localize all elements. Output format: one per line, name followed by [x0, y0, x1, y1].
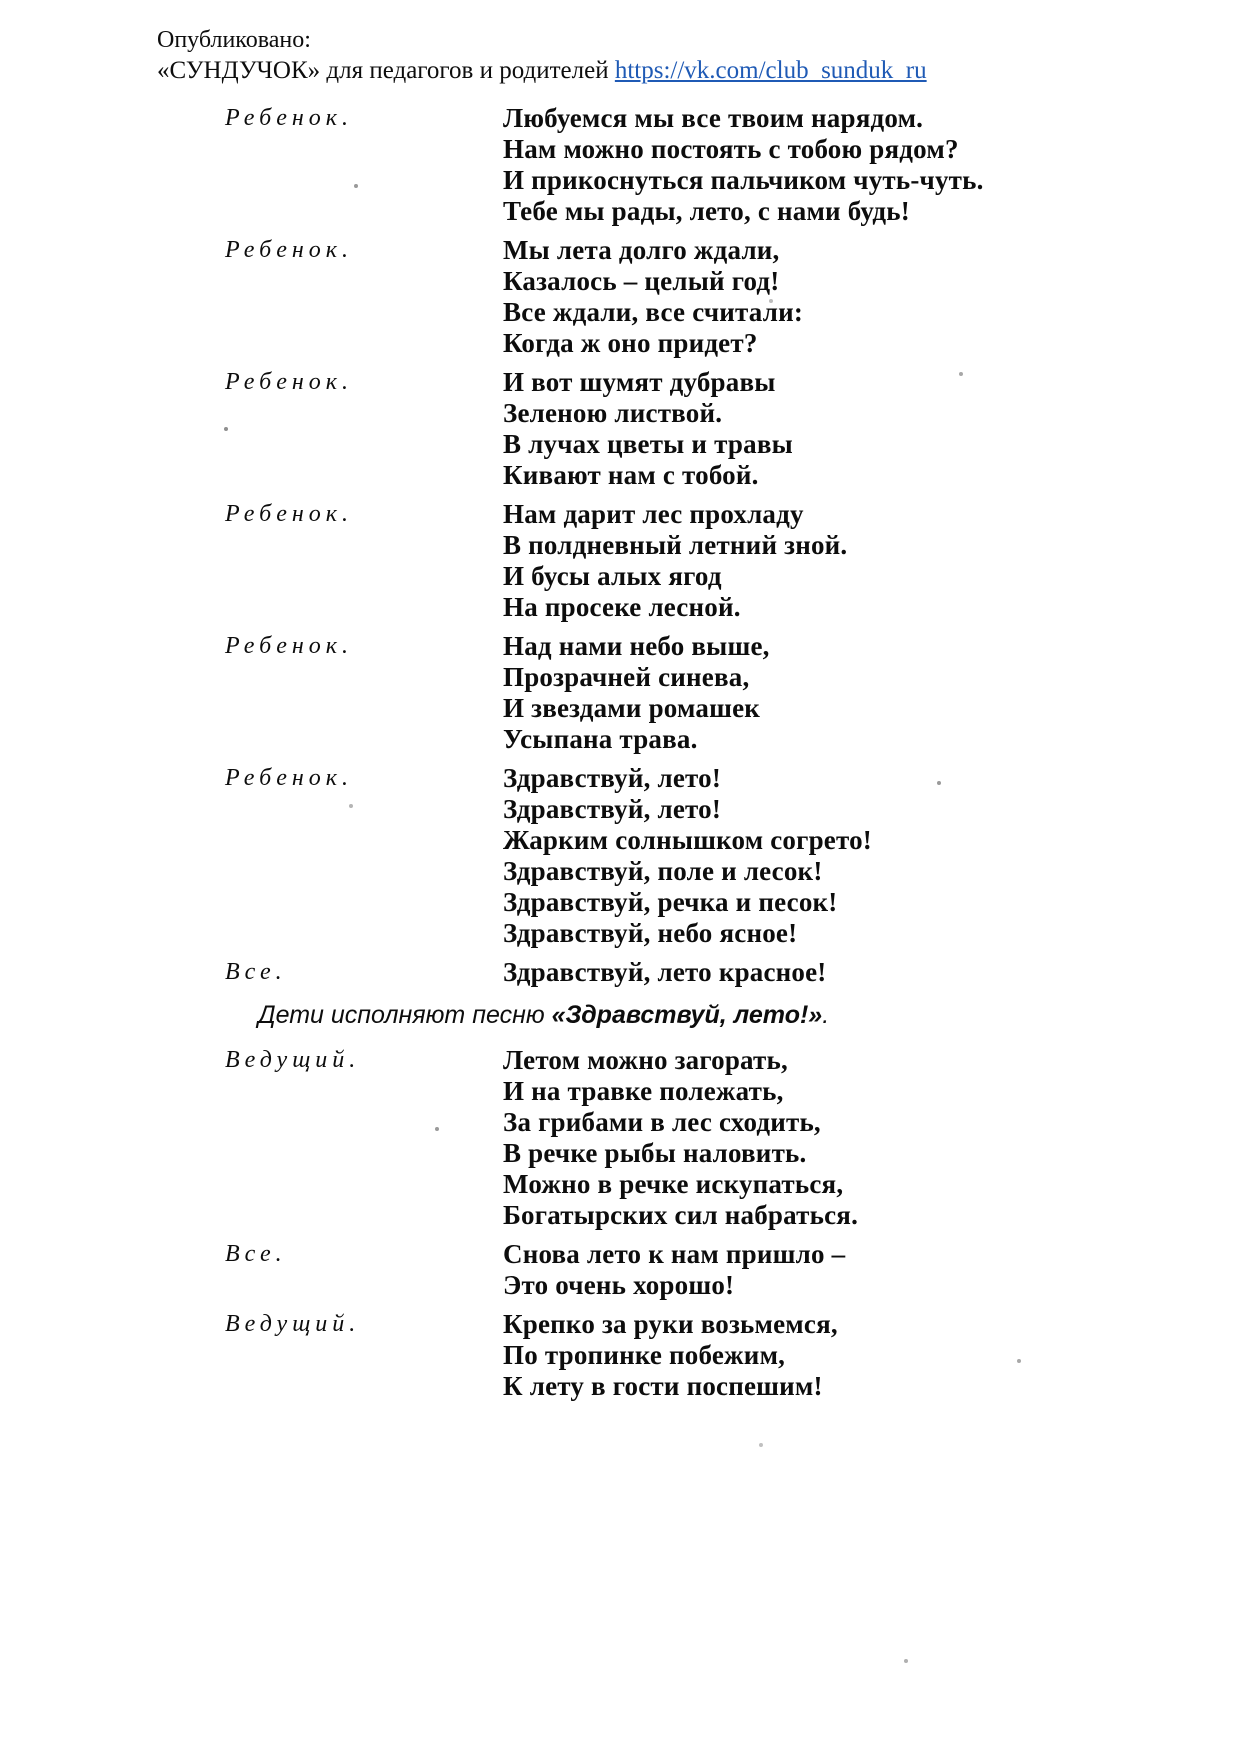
script-block [225, 1309, 1180, 1402]
stage-direction-text: Дети исполняют песню [258, 1001, 552, 1029]
verse-line: И прикоснуться пальчиком чуть-чуть. [503, 165, 984, 195]
verse-line: В лучах цветы и травы [503, 429, 793, 459]
header [0, 0, 1240, 87]
verse-line: И на травке полежать, [503, 1076, 784, 1106]
verse-line: Здравствуй, лето красное! [503, 957, 827, 987]
verse-line: Кивают нам с тобой. [503, 460, 759, 490]
verse-line: И вот шумят дубравы [503, 367, 776, 397]
source-line [157, 55, 1200, 87]
verse-lines [503, 763, 1180, 949]
verse-line: Снова лето к нам пришло – [503, 1239, 846, 1269]
verse-lines [503, 367, 1180, 491]
verse-line: Прозрачней синева, [503, 662, 750, 692]
verse-line: Казалось – целый год! [503, 266, 780, 296]
verse-lines [503, 1239, 1180, 1301]
script-block [225, 1239, 1180, 1301]
script-block [225, 367, 1180, 491]
verse-line: Здравствуй, речка и песок! [503, 887, 838, 917]
stage-direction-period: . [822, 1001, 830, 1029]
verse-line: Усыпана трава. [503, 724, 698, 754]
verse-lines [503, 103, 1180, 227]
verse-line: За грибами в лес сходить, [503, 1107, 821, 1137]
speaker-label: Все. [225, 959, 287, 985]
verse-lines [503, 957, 1180, 988]
speaker-label: Ведущий. [225, 1311, 361, 1337]
verse-lines [503, 499, 1180, 623]
verse-line: Тебе мы рады, лето, с нами будь! [503, 196, 910, 226]
verse-line: Зеленою листвой. [503, 398, 723, 428]
script-block [225, 631, 1180, 755]
script-block [225, 1045, 1180, 1231]
verse-line: Мы лета долго ждали, [503, 235, 780, 265]
verse-line: Крепко за руки возьмемся, [503, 1309, 838, 1339]
stage-direction [258, 1000, 1240, 1031]
verse-line: Нам дарит лес прохладу [503, 499, 804, 529]
speaker-label: Ребенок. [225, 765, 353, 791]
verse-line: И бусы алых ягод [503, 561, 722, 591]
verse-lines [503, 1309, 1180, 1402]
verse-line: Здравствуй, поле и лесок! [503, 856, 823, 886]
verse-line: Жарким солнышком согрето! [503, 825, 872, 855]
source-text: «СУНДУЧОК» для педагогов и родителей [157, 57, 615, 84]
script-block [225, 957, 1180, 988]
song-title: «Здравствуй, лето!» [551, 1001, 823, 1029]
verse-line: По тропинке побежим, [503, 1340, 786, 1370]
speaker-label: Ведущий. [225, 1047, 361, 1073]
verse-line: Когда ж оно придет? [503, 328, 758, 358]
verse-lines [503, 1045, 1180, 1231]
verse-line: Это очень хорошо! [503, 1270, 735, 1300]
verse-lines [503, 631, 1180, 755]
script-block [225, 499, 1180, 623]
verse-line: В речке рыбы наловить. [503, 1138, 807, 1168]
script-blocks-after [0, 1045, 1240, 1402]
published-label: Опубликовано: [157, 27, 311, 53]
verse-line: Можно в речке искупаться, [503, 1169, 844, 1199]
verse-line: В полдневный летний зной. [503, 530, 848, 560]
script-blocks-before [0, 103, 1240, 988]
speaker-label: Ребенок. [225, 501, 353, 527]
script-block [225, 235, 1180, 359]
speaker-label: Все. [225, 1241, 287, 1267]
verse-line: К лету в гости поспешим! [503, 1371, 823, 1401]
verse-line: На просеке лесной. [503, 592, 741, 622]
verse-line: Богатырских сил набраться. [503, 1200, 859, 1230]
verse-line: Все ждали, все считали: [503, 297, 804, 327]
verse-line: Здравствуй, лето! [503, 763, 722, 793]
speaker-label: Ребенок. [225, 369, 353, 395]
speaker-label: Ребенок. [225, 105, 353, 131]
verse-line: Здравствуй, лето! [503, 794, 722, 824]
verse-line: Над нами небо выше, [503, 631, 770, 661]
verse-line: Летом можно загорать, [503, 1045, 788, 1075]
source-link[interactable]: https://vk.com/club_sunduk_ru [614, 57, 927, 84]
speaker-label: Ребенок. [225, 237, 353, 263]
script-block [225, 103, 1180, 227]
verse-line: И звездами ромашек [503, 693, 761, 723]
verse-line: Нам можно постоять с тобою рядом? [503, 134, 959, 164]
scan-noise [0, 0, 2, 2]
verse-lines [503, 235, 1180, 359]
verse-line: Здравствуй, небо ясное! [503, 918, 798, 948]
speaker-label: Ребенок. [225, 633, 353, 659]
script-block [225, 763, 1180, 949]
verse-line: Любуемся мы все твоим нарядом. [503, 103, 924, 133]
